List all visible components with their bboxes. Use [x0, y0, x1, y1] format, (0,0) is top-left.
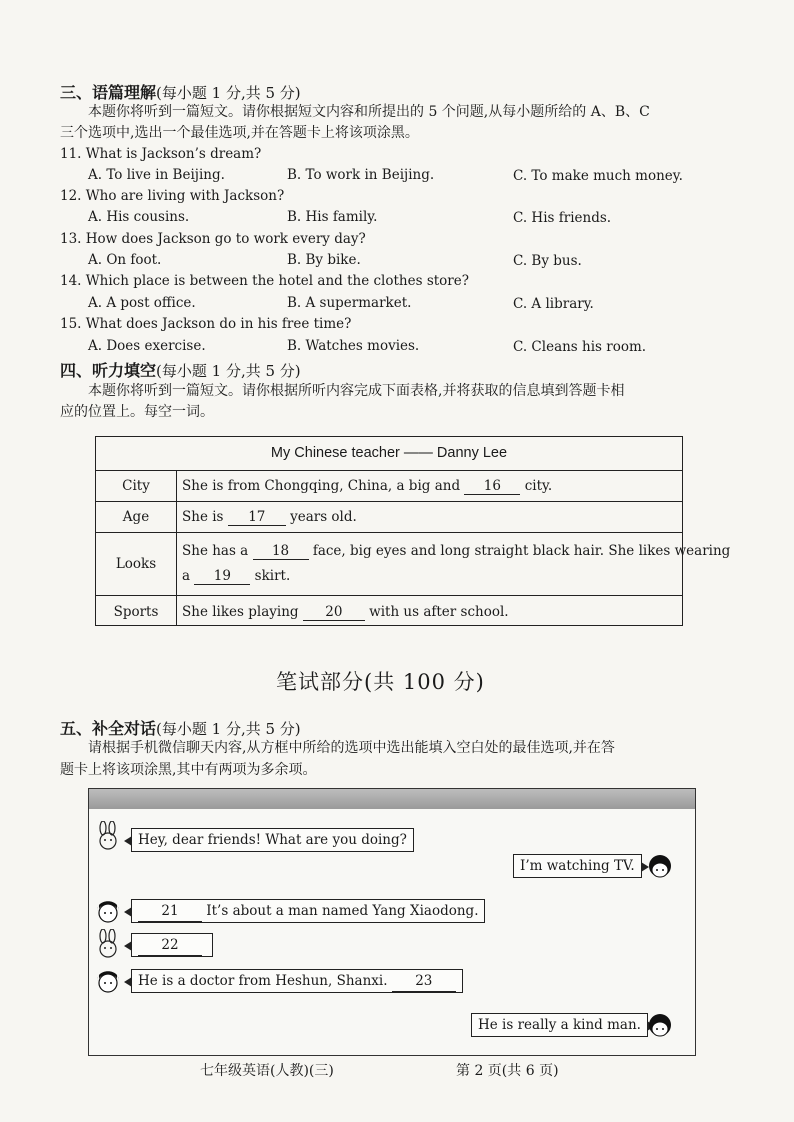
- row-label-city: City: [122, 478, 150, 494]
- section-5-instruction: 请根据手机微信聊天内容,从方框中所给的选项中选出能填入空白处的最佳选项,并在答: [88, 740, 615, 756]
- option-12-b: B. His family.: [287, 209, 378, 225]
- table-divider: [96, 532, 682, 533]
- section-5-points: (每小题 1 分,共 5 分): [156, 720, 301, 738]
- option-12-a: A. His cousins.: [88, 209, 190, 225]
- table-divider: [96, 501, 682, 502]
- blank-17: 17: [228, 509, 286, 526]
- option-14-c: C. A library.: [513, 296, 594, 312]
- section-3-instruction-cont: 三个选项中,选出一个最佳选项,并在答题卡上将该项涂黑。: [60, 125, 419, 141]
- chat-bubble-3: [131, 899, 485, 923]
- blank-19: 19: [194, 568, 250, 585]
- option-13-b: B. By bike.: [287, 252, 361, 268]
- question-11: 11. What is Jackson’s dream?: [60, 146, 262, 162]
- cell-text: city.: [524, 478, 553, 494]
- question-13: 13. How does Jackson go to work every day?: [60, 231, 366, 247]
- info-table: [95, 436, 731, 626]
- table-divider: [96, 470, 682, 471]
- table-column-divider: [176, 470, 177, 625]
- boy-avatar-icon: [93, 965, 123, 995]
- blank-20: 20: [303, 604, 365, 621]
- section-5-heading: [60, 716, 301, 739]
- blank-16: 16: [464, 478, 520, 495]
- section-5-title: 五、补全对话: [60, 719, 157, 738]
- cell-text: a: [182, 568, 191, 584]
- section-4-instruction-cont: 应的位置上。每空一词。: [60, 404, 214, 420]
- row-age: [182, 509, 357, 526]
- table-divider: [96, 595, 682, 596]
- section-4-title: 四、听力填空: [60, 361, 157, 380]
- question-15: 15. What does Jackson do in his free time?: [60, 316, 352, 332]
- girl-avatar-icon: [645, 1011, 675, 1041]
- row-city: [182, 478, 552, 495]
- option-15-c: C. Cleans his room.: [513, 339, 647, 355]
- chat-header-bar: [89, 789, 695, 809]
- option-13-c: C. By bus.: [513, 253, 582, 269]
- section-4-heading: [60, 358, 301, 381]
- question-12: 12. Who are living with Jackson?: [60, 188, 285, 204]
- option-11-c: C. To make much money.: [513, 168, 683, 184]
- blank-18: 18: [253, 543, 309, 560]
- section-3-heading: [60, 80, 301, 103]
- row-sports: [182, 604, 509, 621]
- section-4-points: (每小题 1 分,共 5 分): [156, 362, 301, 380]
- option-13-a: A. On foot.: [88, 252, 162, 268]
- row-label-sports: Sports: [113, 604, 159, 620]
- table-title: My Chinese teacher —— Danny Lee: [270, 445, 508, 461]
- section-5-instruction-cont: 题卡上将该项涂黑,其中有两项为多余项。: [60, 762, 317, 778]
- option-15-a: A. Does exercise.: [88, 338, 206, 354]
- cell-text: She is from Chongqing, China, a big and: [182, 478, 461, 494]
- chat-bubble-5: [131, 969, 463, 993]
- rabbit-avatar-icon: [93, 929, 123, 959]
- row-label-looks: Looks: [115, 556, 157, 572]
- written-part-title: 笔试部分(共 100 分): [276, 670, 485, 694]
- section-3-points: (每小题 1 分,共 5 分): [156, 84, 301, 102]
- row-looks: [182, 543, 730, 560]
- cell-text: face, big eyes and long straight black hair. She likes wearing: [312, 543, 731, 559]
- section-3-title: 三、语篇理解: [60, 83, 157, 102]
- option-12-c: C. His friends.: [513, 210, 612, 226]
- chat-frame: [88, 788, 696, 1056]
- blank-22: 22: [138, 936, 202, 956]
- rabbit-avatar-icon: [93, 821, 123, 851]
- option-14-a: A. A post office.: [88, 295, 196, 311]
- girl-avatar-icon: [645, 852, 675, 882]
- cell-text: She is: [182, 509, 224, 525]
- footer-course: 七年级英语(人教)(三): [200, 1063, 334, 1079]
- cell-text: She likes playing: [182, 604, 299, 620]
- question-14: 14. Which place is between the hotel and the clothes store?: [60, 273, 469, 289]
- chat-bubble-1: Hey, dear friends! What are you doing?: [131, 828, 414, 852]
- cell-text: years old.: [290, 509, 357, 525]
- option-15-b: B. Watches movies.: [287, 338, 420, 354]
- blank-23: 23: [392, 972, 456, 992]
- boy-avatar-icon: [93, 895, 123, 925]
- chat-bubble-4: [131, 933, 213, 957]
- section-3-instruction: 本题你将听到一篇短文。请你根据短文内容和所提出的 5 个问题,从每小题所给的 A、B、C: [88, 104, 650, 120]
- option-11-a: A. To live in Beijing.: [88, 167, 225, 183]
- chat-bubble-5-text: He is a doctor from Heshun, Shanxi.: [138, 973, 388, 989]
- cell-text: with us after school.: [369, 604, 509, 620]
- chat-bubble-2: I’m watching TV.: [513, 854, 642, 878]
- row-label-age: Age: [122, 509, 150, 525]
- chat-bubble-3-text: It’s about a man named Yang Xiaodong.: [206, 903, 479, 919]
- cell-text: skirt.: [254, 568, 291, 584]
- section-4-instruction: 本题你将听到一篇短文。请你根据所听内容完成下面表格,并将获取的信息填到答题卡相: [88, 383, 625, 399]
- footer-page: 第 2 页(共 6 页): [456, 1063, 559, 1079]
- blank-21: 21: [138, 902, 202, 922]
- cell-text: She has a: [182, 543, 249, 559]
- chat-bubble-6: He is really a kind man.: [471, 1013, 648, 1037]
- option-11-b: B. To work in Beijing.: [287, 167, 435, 183]
- row-looks-cont: [182, 568, 290, 585]
- option-14-b: B. A supermarket.: [287, 295, 412, 311]
